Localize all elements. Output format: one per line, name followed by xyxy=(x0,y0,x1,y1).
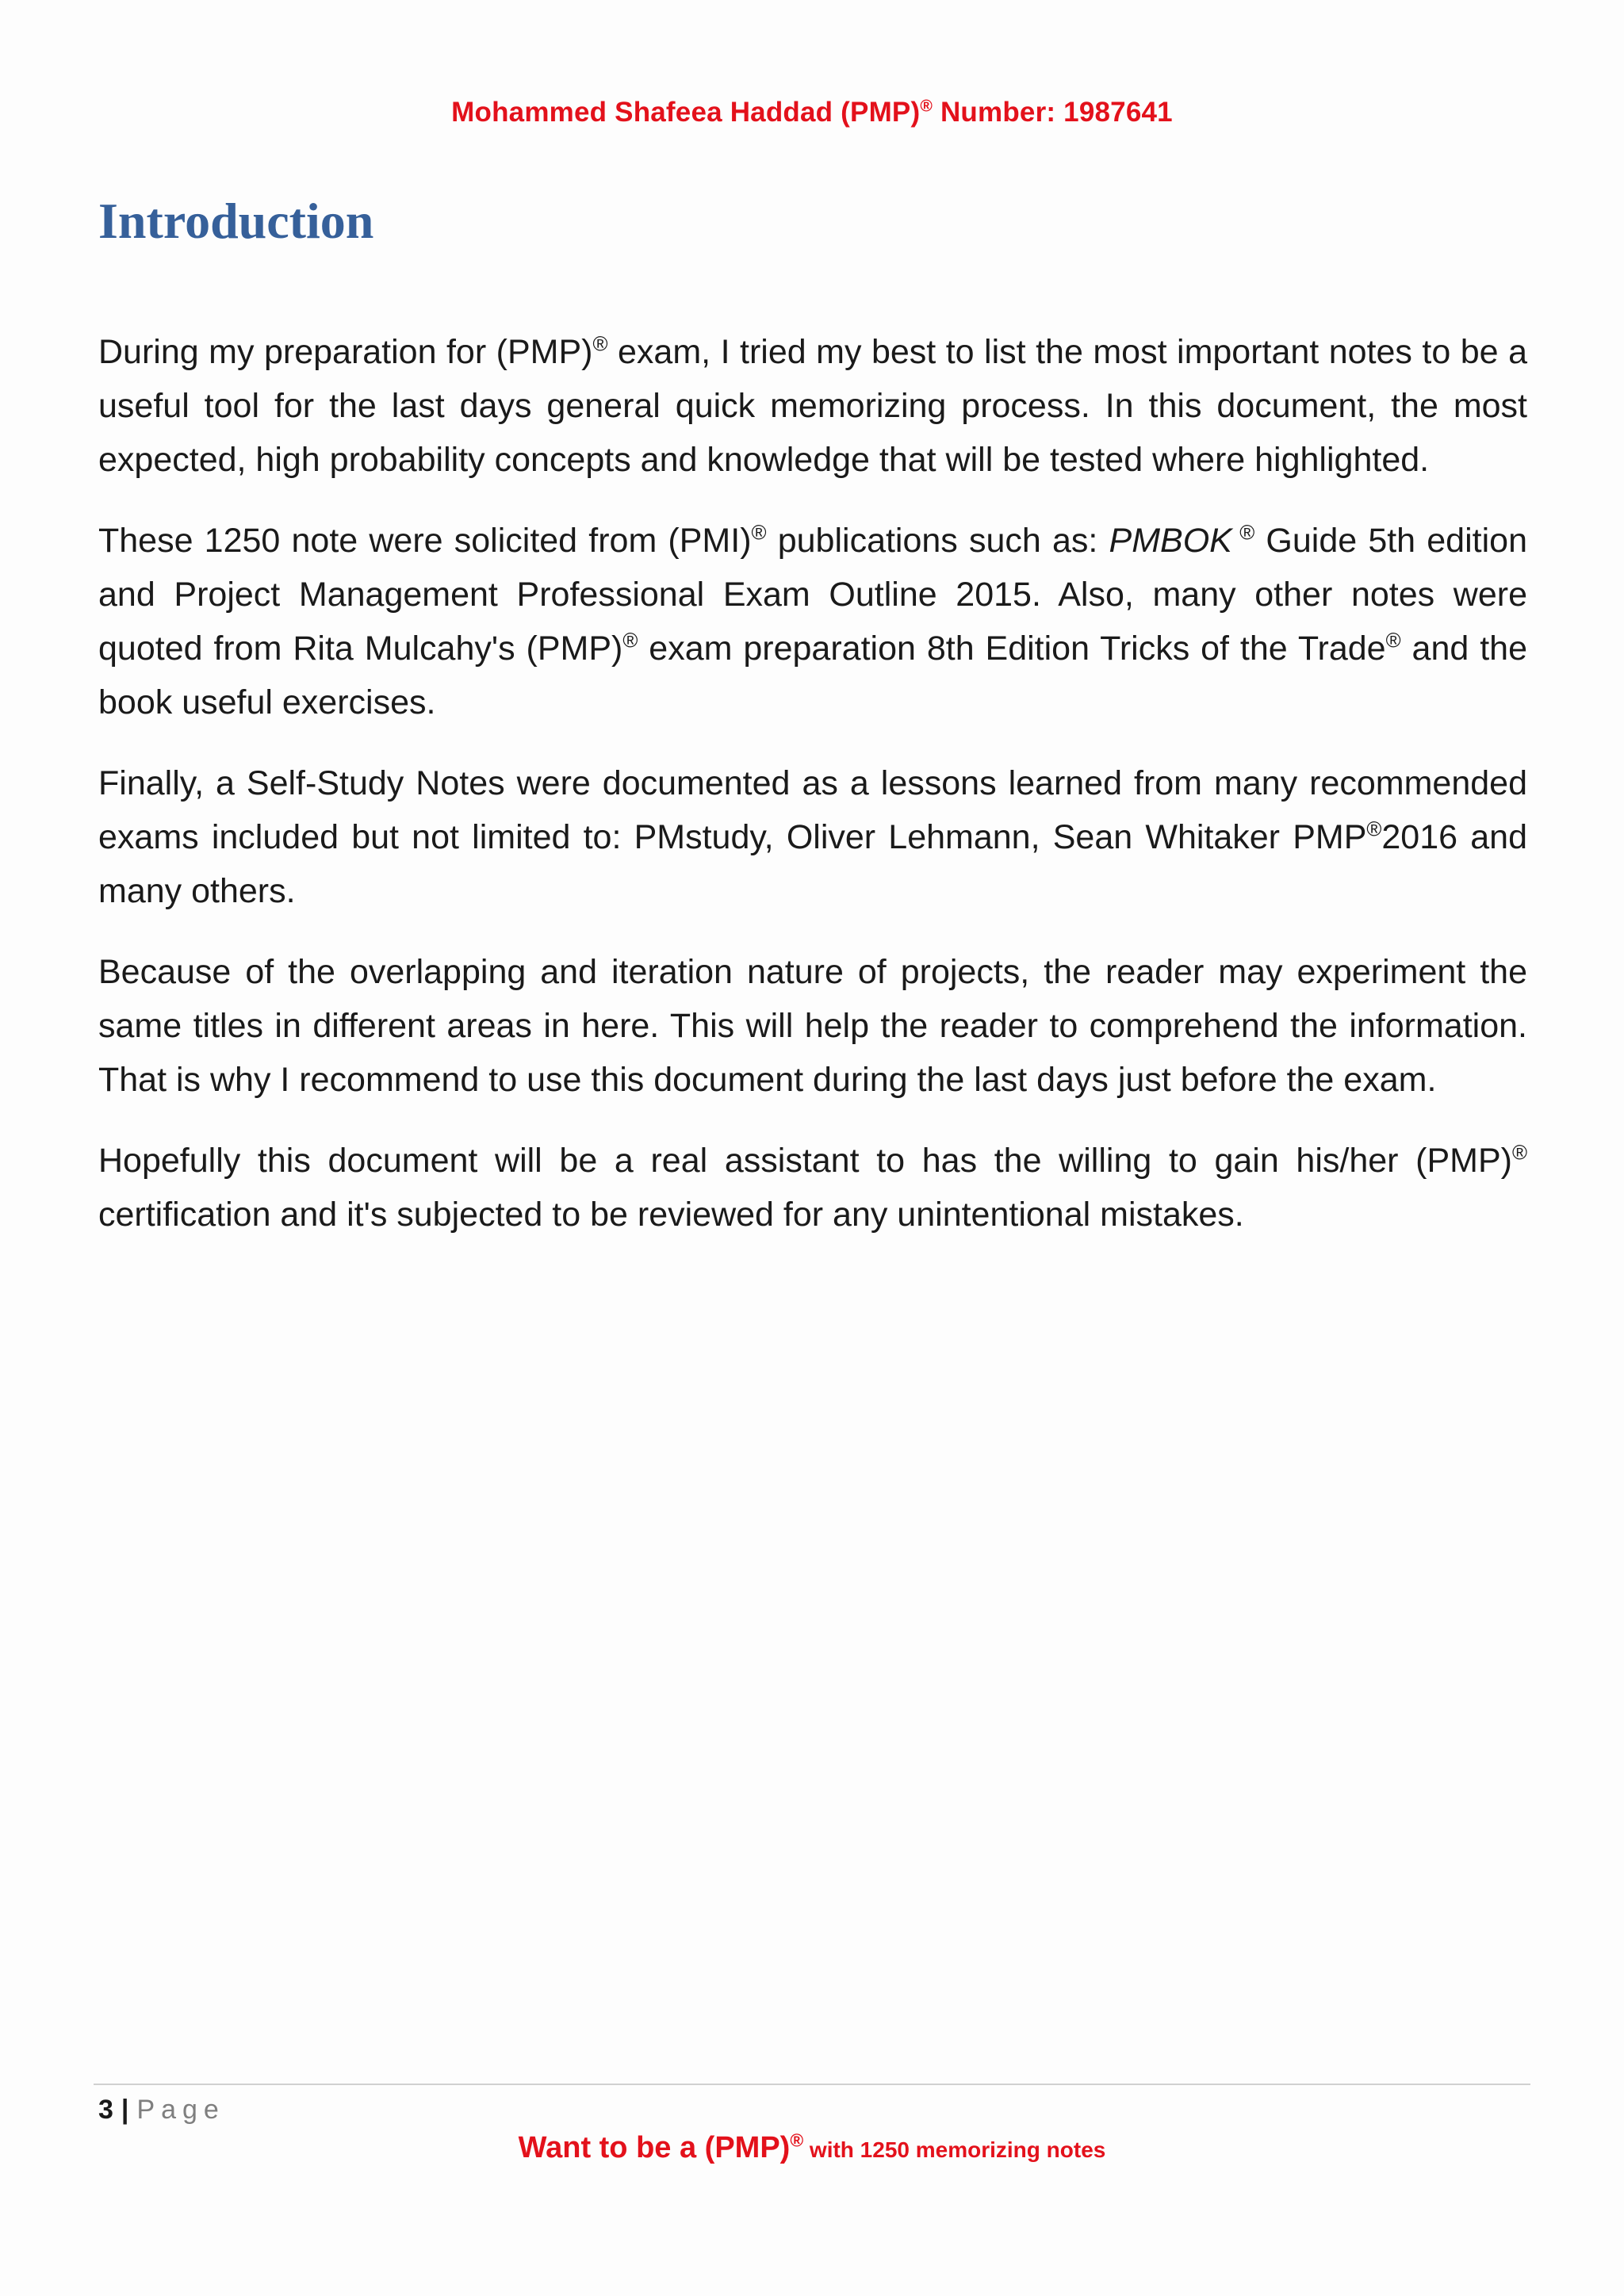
header-author: Mohammed Shafeea Haddad (PMP) xyxy=(451,97,921,128)
registered-mark: ® xyxy=(622,629,638,652)
registered-mark: ® xyxy=(1385,629,1401,652)
page-number-value: 3 xyxy=(98,2095,113,2125)
paragraph-text: and the book useful exercises. xyxy=(98,629,1527,721)
registered-mark: ® xyxy=(1511,1142,1527,1165)
paragraph-1 xyxy=(98,325,1527,487)
paragraph-2 xyxy=(98,514,1527,729)
footer-title xyxy=(0,2131,1624,2165)
paragraph-3 xyxy=(98,756,1527,918)
registered-mark: ® xyxy=(920,97,933,116)
paragraph-text: Guide 5th edition and Project Management Professional Exam Outline 2015. Also, many other notes were quoted from Rita Mulcahy's (PMP) xyxy=(98,522,1527,668)
registered-mark: ® xyxy=(592,333,608,356)
paragraph-text: exam preparation 8th Edition Tricks of the Trade xyxy=(638,629,1386,668)
page-number xyxy=(98,2095,225,2126)
paragraph-text: Finally, a Self-Study Notes were documented as a lessons learned from many recommended exams included but not limited to: PMstudy, Oliver Lehmann, Sean Whitaker PMP xyxy=(98,764,1527,856)
paragraph-text: 2016 and many others. xyxy=(98,818,1527,910)
footer-title-subtitle: with 1250 memorizing notes xyxy=(803,2137,1106,2162)
paragraph-text: certification and it's subjected to be reviewed for any unintentional mistakes. xyxy=(98,1196,1244,1234)
paragraph-text: Hopefully this document will be a real assistant to has the willing to gain his/her (PMP) xyxy=(98,1142,1512,1180)
section-title: Introduction xyxy=(98,193,374,249)
page-number-separator: | xyxy=(121,2095,129,2125)
paragraph-4: Because of the overlapping and iteration nature of projects, the reader may experiment the same titles in different areas in here. This will help the reader to comprehend the information. That is why I recommend to use this document during the last days just before the exam. xyxy=(98,953,1527,1099)
paragraph-text: These 1250 note were solicited from (PMI) xyxy=(98,522,752,560)
paragraph-text: publications such as: xyxy=(766,522,1109,560)
paragraph-text: During my preparation for (PMP) xyxy=(98,333,593,371)
pmbok-title: PMBOK xyxy=(1109,522,1232,560)
paragraph-5 xyxy=(98,1134,1527,1242)
registered-mark: ® xyxy=(751,522,767,545)
body-text xyxy=(98,325,1527,1269)
page-label: Page xyxy=(136,2095,225,2125)
header-number: Number: 1987641 xyxy=(933,97,1173,128)
registered-mark: ® xyxy=(790,2130,804,2151)
paragraph-text: exam, I tried my best to list the most important notes to be a useful tool for the last days general quick memorizing process. In this document, the most expected, high probability concepts and knowledge that will be tested where highlighted. xyxy=(98,333,1527,479)
footer-divider xyxy=(94,2084,1530,2085)
registered-mark: ® xyxy=(1231,522,1255,545)
page-header xyxy=(0,97,1624,128)
registered-mark: ® xyxy=(1366,818,1382,841)
footer-title-main: Want to be a (PMP) xyxy=(518,2131,791,2164)
